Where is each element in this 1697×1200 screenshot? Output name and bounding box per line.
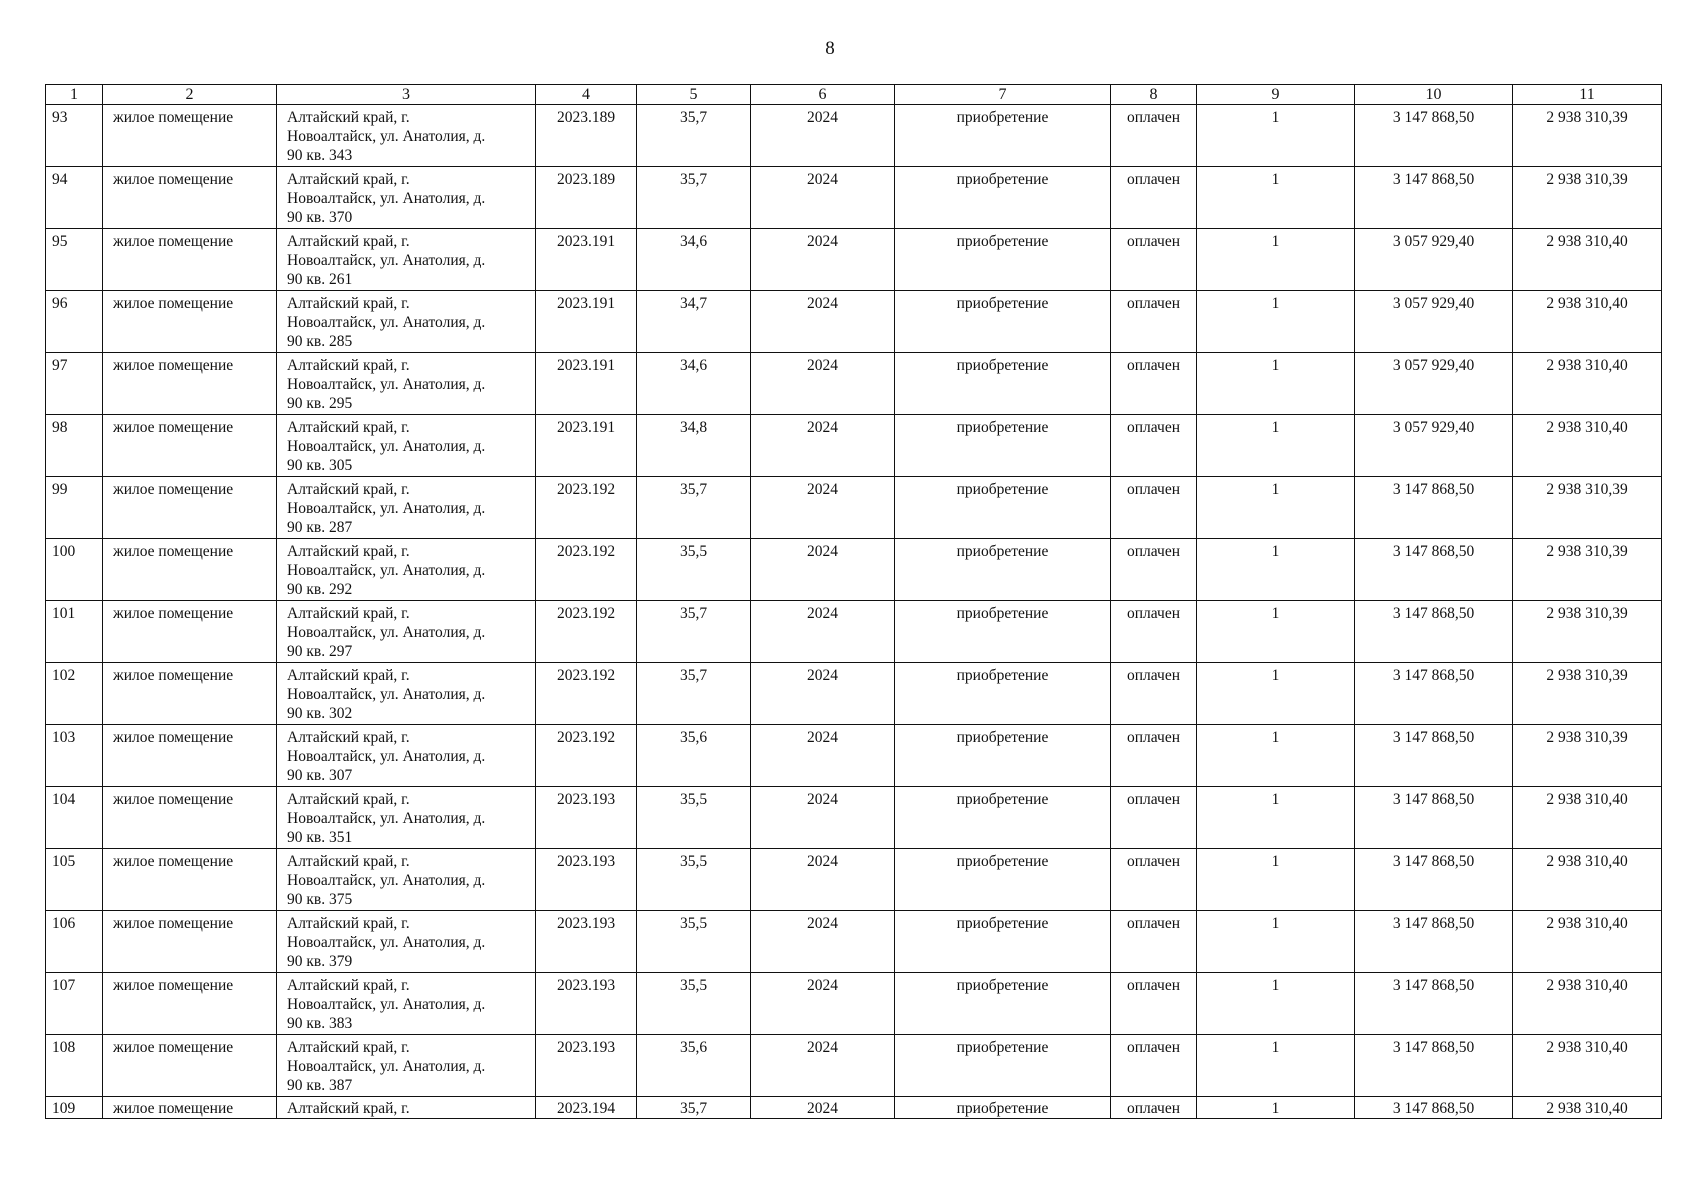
- table-row: [46, 105, 1662, 167]
- paid-amount: 2 938 310,39: [1513, 539, 1662, 601]
- paid-amount: 2 938 310,40: [1513, 911, 1662, 973]
- object-year: 2024: [751, 911, 895, 973]
- object-quantity: 1: [1197, 477, 1355, 539]
- paid-amount: 2 938 310,40: [1513, 415, 1662, 477]
- acquisition-method: приобретение: [895, 167, 1111, 229]
- address-line: Новоалтайск, ул. Анатолия, д.: [287, 1058, 486, 1075]
- table-row: [46, 167, 1662, 229]
- acquisition-method: приобретение: [895, 663, 1111, 725]
- object-year: 2024: [751, 1097, 895, 1119]
- object-address: [277, 105, 536, 167]
- paid-amount: 2 938 310,40: [1513, 1035, 1662, 1097]
- object-cost: 3 147 868,50: [1355, 725, 1513, 787]
- row-number: 101: [46, 601, 103, 663]
- paid-amount: 2 938 310,39: [1513, 725, 1662, 787]
- object-code: 2023.191: [536, 353, 637, 415]
- object-quantity: 1: [1197, 353, 1355, 415]
- object-area: 35,7: [637, 105, 751, 167]
- object-code: 2023.193: [536, 1035, 637, 1097]
- object-area: 35,6: [637, 1035, 751, 1097]
- object-code: 2023.191: [536, 229, 637, 291]
- column-header-5: 5: [637, 85, 751, 105]
- address-line: 90 кв. 295: [287, 395, 353, 412]
- object-type: жилое помещение: [103, 477, 277, 539]
- acquisition-method: приобретение: [895, 787, 1111, 849]
- object-area: 35,6: [637, 725, 751, 787]
- object-cost: 3 147 868,50: [1355, 911, 1513, 973]
- payment-status: оплачен: [1111, 229, 1197, 291]
- column-header-6: 6: [751, 85, 895, 105]
- object-code: 2023.189: [536, 105, 637, 167]
- object-cost: 3 147 868,50: [1355, 849, 1513, 911]
- object-address: [277, 601, 536, 663]
- acquisition-method: приобретение: [895, 353, 1111, 415]
- address-line: Алтайский край, г.: [287, 729, 410, 746]
- object-quantity: 1: [1197, 105, 1355, 167]
- object-code: 2023.192: [536, 477, 637, 539]
- address-line: 90 кв. 297: [287, 643, 353, 660]
- object-year: 2024: [751, 1035, 895, 1097]
- object-address: [277, 973, 536, 1035]
- object-address: [277, 1097, 536, 1119]
- object-type: жилое помещение: [103, 415, 277, 477]
- address-line: Новоалтайск, ул. Анатолия, д.: [287, 376, 486, 393]
- address-line: 90 кв. 343: [287, 147, 353, 164]
- payment-status: оплачен: [1111, 415, 1197, 477]
- object-code: 2023.192: [536, 663, 637, 725]
- table-row: [46, 787, 1662, 849]
- address-line: 90 кв. 292: [287, 581, 353, 598]
- object-address: [277, 415, 536, 477]
- paid-amount: 2 938 310,39: [1513, 663, 1662, 725]
- object-quantity: 1: [1197, 167, 1355, 229]
- object-year: 2024: [751, 477, 895, 539]
- row-number: 98: [46, 415, 103, 477]
- object-cost: 3 057 929,40: [1355, 291, 1513, 353]
- row-number: 102: [46, 663, 103, 725]
- paid-amount: 2 938 310,40: [1513, 787, 1662, 849]
- address-line: Алтайский край, г.: [287, 977, 410, 994]
- address-line: Алтайский край, г.: [287, 233, 410, 250]
- payment-status: оплачен: [1111, 601, 1197, 663]
- object-quantity: 1: [1197, 1035, 1355, 1097]
- object-address: [277, 167, 536, 229]
- payment-status: оплачен: [1111, 1035, 1197, 1097]
- object-type: жилое помещение: [103, 1097, 277, 1119]
- object-code: 2023.193: [536, 973, 637, 1035]
- object-year: 2024: [751, 353, 895, 415]
- address-line: Алтайский край, г.: [287, 791, 410, 808]
- object-code: 2023.191: [536, 291, 637, 353]
- object-quantity: 1: [1197, 911, 1355, 973]
- object-quantity: 1: [1197, 663, 1355, 725]
- object-code: 2023.193: [536, 849, 637, 911]
- address-line: 90 кв. 285: [287, 333, 353, 350]
- paid-amount: 2 938 310,40: [1513, 849, 1662, 911]
- object-area: 34,6: [637, 229, 751, 291]
- object-area: 35,7: [637, 1097, 751, 1119]
- row-number: 109: [46, 1097, 103, 1119]
- object-cost: 3 057 929,40: [1355, 353, 1513, 415]
- object-address: [277, 1035, 536, 1097]
- address-line: 90 кв. 302: [287, 705, 353, 722]
- paid-amount: 2 938 310,39: [1513, 477, 1662, 539]
- paid-amount: 2 938 310,40: [1513, 973, 1662, 1035]
- object-year: 2024: [751, 663, 895, 725]
- table-header: [46, 85, 1662, 105]
- payment-status: оплачен: [1111, 167, 1197, 229]
- object-cost: 3 147 868,50: [1355, 105, 1513, 167]
- registry-table: [45, 84, 1662, 1119]
- table-row: [46, 663, 1662, 725]
- acquisition-method: приобретение: [895, 973, 1111, 1035]
- object-area: 34,7: [637, 291, 751, 353]
- table-row: [46, 1035, 1662, 1097]
- object-quantity: 1: [1197, 1097, 1355, 1119]
- table-row: [46, 291, 1662, 353]
- paid-amount: 2 938 310,39: [1513, 105, 1662, 167]
- object-address: [277, 291, 536, 353]
- object-type: жилое помещение: [103, 911, 277, 973]
- address-line: 90 кв. 370: [287, 209, 353, 226]
- row-number: 105: [46, 849, 103, 911]
- address-line: Новоалтайск, ул. Анатолия, д.: [287, 252, 486, 269]
- object-address: [277, 539, 536, 601]
- object-type: жилое помещение: [103, 353, 277, 415]
- object-code: 2023.192: [536, 539, 637, 601]
- object-area: 35,7: [637, 663, 751, 725]
- acquisition-method: приобретение: [895, 725, 1111, 787]
- address-line: Новоалтайск, ул. Анатолия, д.: [287, 562, 486, 579]
- object-cost: 3 147 868,50: [1355, 1035, 1513, 1097]
- address-line: Новоалтайск, ул. Анатолия, д.: [287, 438, 486, 455]
- object-type: жилое помещение: [103, 849, 277, 911]
- address-line: 90 кв. 383: [287, 1015, 353, 1032]
- address-line: Алтайский край, г.: [287, 667, 410, 684]
- address-line: 90 кв. 387: [287, 1077, 353, 1094]
- object-type: жилое помещение: [103, 167, 277, 229]
- object-type: жилое помещение: [103, 787, 277, 849]
- column-header-10: 10: [1355, 85, 1513, 105]
- address-line: Новоалтайск, ул. Анатолия, д.: [287, 872, 486, 889]
- object-quantity: 1: [1197, 787, 1355, 849]
- address-line: Алтайский край, г.: [287, 605, 410, 622]
- page-number: 8: [825, 38, 835, 59]
- address-line: Алтайский край, г.: [287, 1039, 410, 1056]
- payment-status: оплачен: [1111, 353, 1197, 415]
- table-body: [46, 105, 1662, 1119]
- object-type: жилое помещение: [103, 229, 277, 291]
- address-line: Алтайский край, г.: [287, 853, 410, 870]
- object-cost: 3 057 929,40: [1355, 415, 1513, 477]
- table-row: [46, 353, 1662, 415]
- object-cost: 3 147 868,50: [1355, 477, 1513, 539]
- address-line: Алтайский край, г.: [287, 295, 410, 312]
- object-area: 34,8: [637, 415, 751, 477]
- object-cost: 3 147 868,50: [1355, 601, 1513, 663]
- address-line: 90 кв. 305: [287, 457, 353, 474]
- object-quantity: 1: [1197, 601, 1355, 663]
- row-number: 93: [46, 105, 103, 167]
- object-address: [277, 477, 536, 539]
- address-line: Алтайский край, г.: [287, 171, 410, 188]
- object-cost: 3 147 868,50: [1355, 539, 1513, 601]
- table-row: [46, 725, 1662, 787]
- acquisition-method: приобретение: [895, 1035, 1111, 1097]
- payment-status: оплачен: [1111, 911, 1197, 973]
- address-line: 90 кв. 307: [287, 767, 353, 784]
- column-header-11: 11: [1513, 85, 1662, 105]
- table-row: [46, 911, 1662, 973]
- payment-status: оплачен: [1111, 973, 1197, 1035]
- object-area: 35,5: [637, 849, 751, 911]
- address-line: Новоалтайск, ул. Анатолия, д.: [287, 500, 486, 517]
- acquisition-method: приобретение: [895, 849, 1111, 911]
- object-year: 2024: [751, 973, 895, 1035]
- object-cost: 3 147 868,50: [1355, 973, 1513, 1035]
- object-type: жилое помещение: [103, 291, 277, 353]
- column-header-2: 2: [103, 85, 277, 105]
- payment-status: оплачен: [1111, 725, 1197, 787]
- row-number: 100: [46, 539, 103, 601]
- address-line: 90 кв. 379: [287, 953, 353, 970]
- row-number: 94: [46, 167, 103, 229]
- object-quantity: 1: [1197, 415, 1355, 477]
- table-row: [46, 539, 1662, 601]
- address-line: Новоалтайск, ул. Анатолия, д.: [287, 128, 486, 145]
- object-type: жилое помещение: [103, 973, 277, 1035]
- row-number: 104: [46, 787, 103, 849]
- object-year: 2024: [751, 601, 895, 663]
- object-code: 2023.192: [536, 601, 637, 663]
- address-line: Новоалтайск, ул. Анатолия, д.: [287, 996, 486, 1013]
- address-line: Новоалтайск, ул. Анатолия, д.: [287, 314, 486, 331]
- address-line: 90 кв. 287: [287, 519, 353, 536]
- table-row: [46, 229, 1662, 291]
- object-quantity: 1: [1197, 849, 1355, 911]
- column-header-3: 3: [277, 85, 536, 105]
- acquisition-method: приобретение: [895, 911, 1111, 973]
- payment-status: оплачен: [1111, 1097, 1197, 1119]
- object-code: 2023.193: [536, 787, 637, 849]
- acquisition-method: приобретение: [895, 539, 1111, 601]
- object-type: жилое помещение: [103, 663, 277, 725]
- object-code: 2023.193: [536, 911, 637, 973]
- column-header-9: 9: [1197, 85, 1355, 105]
- object-year: 2024: [751, 787, 895, 849]
- table-row: [46, 415, 1662, 477]
- payment-status: оплачен: [1111, 291, 1197, 353]
- payment-status: оплачен: [1111, 477, 1197, 539]
- column-header-1: 1: [46, 85, 103, 105]
- address-line: Алтайский край, г.: [287, 1100, 410, 1117]
- object-code: 2023.189: [536, 167, 637, 229]
- row-number: 107: [46, 973, 103, 1035]
- object-address: [277, 911, 536, 973]
- object-year: 2024: [751, 725, 895, 787]
- object-area: 35,7: [637, 477, 751, 539]
- address-line: Новоалтайск, ул. Анатолия, д.: [287, 810, 486, 827]
- paid-amount: 2 938 310,40: [1513, 291, 1662, 353]
- object-quantity: 1: [1197, 291, 1355, 353]
- table-row: [46, 973, 1662, 1035]
- address-line: Новоалтайск, ул. Анатолия, д.: [287, 190, 486, 207]
- object-cost: 3 147 868,50: [1355, 167, 1513, 229]
- object-quantity: 1: [1197, 229, 1355, 291]
- object-address: [277, 787, 536, 849]
- table-row: [46, 477, 1662, 539]
- paid-amount: 2 938 310,40: [1513, 353, 1662, 415]
- acquisition-method: приобретение: [895, 291, 1111, 353]
- row-number: 95: [46, 229, 103, 291]
- object-area: 35,5: [637, 911, 751, 973]
- payment-status: оплачен: [1111, 539, 1197, 601]
- object-area: 35,7: [637, 167, 751, 229]
- row-number: 97: [46, 353, 103, 415]
- address-line: Алтайский край, г.: [287, 481, 410, 498]
- payment-status: оплачен: [1111, 849, 1197, 911]
- object-quantity: 1: [1197, 725, 1355, 787]
- object-area: 35,5: [637, 787, 751, 849]
- address-line: 90 кв. 375: [287, 891, 353, 908]
- payment-status: оплачен: [1111, 105, 1197, 167]
- header-row: [46, 85, 1662, 105]
- address-line: Новоалтайск, ул. Анатолия, д.: [287, 748, 486, 765]
- address-line: Алтайский край, г.: [287, 419, 410, 436]
- object-address: [277, 725, 536, 787]
- object-area: 34,6: [637, 353, 751, 415]
- object-area: 35,5: [637, 539, 751, 601]
- object-year: 2024: [751, 229, 895, 291]
- address-line: 90 кв. 351: [287, 829, 353, 846]
- object-type: жилое помещение: [103, 105, 277, 167]
- object-address: [277, 229, 536, 291]
- row-number: 106: [46, 911, 103, 973]
- paid-amount: 2 938 310,39: [1513, 601, 1662, 663]
- acquisition-method: приобретение: [895, 415, 1111, 477]
- object-cost: 3 147 868,50: [1355, 663, 1513, 725]
- object-area: 35,7: [637, 601, 751, 663]
- object-address: [277, 353, 536, 415]
- address-line: Алтайский край, г.: [287, 543, 410, 560]
- address-line: Новоалтайск, ул. Анатолия, д.: [287, 686, 486, 703]
- object-quantity: 1: [1197, 973, 1355, 1035]
- object-address: [277, 663, 536, 725]
- paid-amount: 2 938 310,39: [1513, 167, 1662, 229]
- object-type: жилое помещение: [103, 725, 277, 787]
- acquisition-method: приобретение: [895, 229, 1111, 291]
- table-row: [46, 601, 1662, 663]
- address-line: Алтайский край, г.: [287, 109, 410, 126]
- row-number: 99: [46, 477, 103, 539]
- object-code: 2023.191: [536, 415, 637, 477]
- object-year: 2024: [751, 105, 895, 167]
- row-number: 96: [46, 291, 103, 353]
- object-address: [277, 849, 536, 911]
- address-line: Новоалтайск, ул. Анатолия, д.: [287, 624, 486, 641]
- object-year: 2024: [751, 415, 895, 477]
- payment-status: оплачен: [1111, 663, 1197, 725]
- address-line: Алтайский край, г.: [287, 357, 410, 374]
- payment-status: оплачен: [1111, 787, 1197, 849]
- object-type: жилое помещение: [103, 539, 277, 601]
- object-area: 35,5: [637, 973, 751, 1035]
- object-code: 2023.192: [536, 725, 637, 787]
- object-cost: 3 147 868,50: [1355, 1097, 1513, 1119]
- object-year: 2024: [751, 849, 895, 911]
- paid-amount: 2 938 310,40: [1513, 229, 1662, 291]
- object-quantity: 1: [1197, 539, 1355, 601]
- object-cost: 3 057 929,40: [1355, 229, 1513, 291]
- object-year: 2024: [751, 539, 895, 601]
- table-row: [46, 1097, 1662, 1119]
- column-header-8: 8: [1111, 85, 1197, 105]
- acquisition-method: приобретение: [895, 105, 1111, 167]
- acquisition-method: приобретение: [895, 477, 1111, 539]
- object-year: 2024: [751, 167, 895, 229]
- acquisition-method: приобретение: [895, 601, 1111, 663]
- row-number: 103: [46, 725, 103, 787]
- object-type: жилое помещение: [103, 601, 277, 663]
- paid-amount: 2 938 310,40: [1513, 1097, 1662, 1119]
- address-line: 90 кв. 261: [287, 271, 353, 288]
- object-cost: 3 147 868,50: [1355, 787, 1513, 849]
- column-header-4: 4: [536, 85, 637, 105]
- object-type: жилое помещение: [103, 1035, 277, 1097]
- address-line: Новоалтайск, ул. Анатолия, д.: [287, 934, 486, 951]
- acquisition-method: приобретение: [895, 1097, 1111, 1119]
- address-line: Алтайский край, г.: [287, 915, 410, 932]
- row-number: 108: [46, 1035, 103, 1097]
- table-row: [46, 849, 1662, 911]
- object-year: 2024: [751, 291, 895, 353]
- object-code: 2023.194: [536, 1097, 637, 1119]
- column-header-7: 7: [895, 85, 1111, 105]
